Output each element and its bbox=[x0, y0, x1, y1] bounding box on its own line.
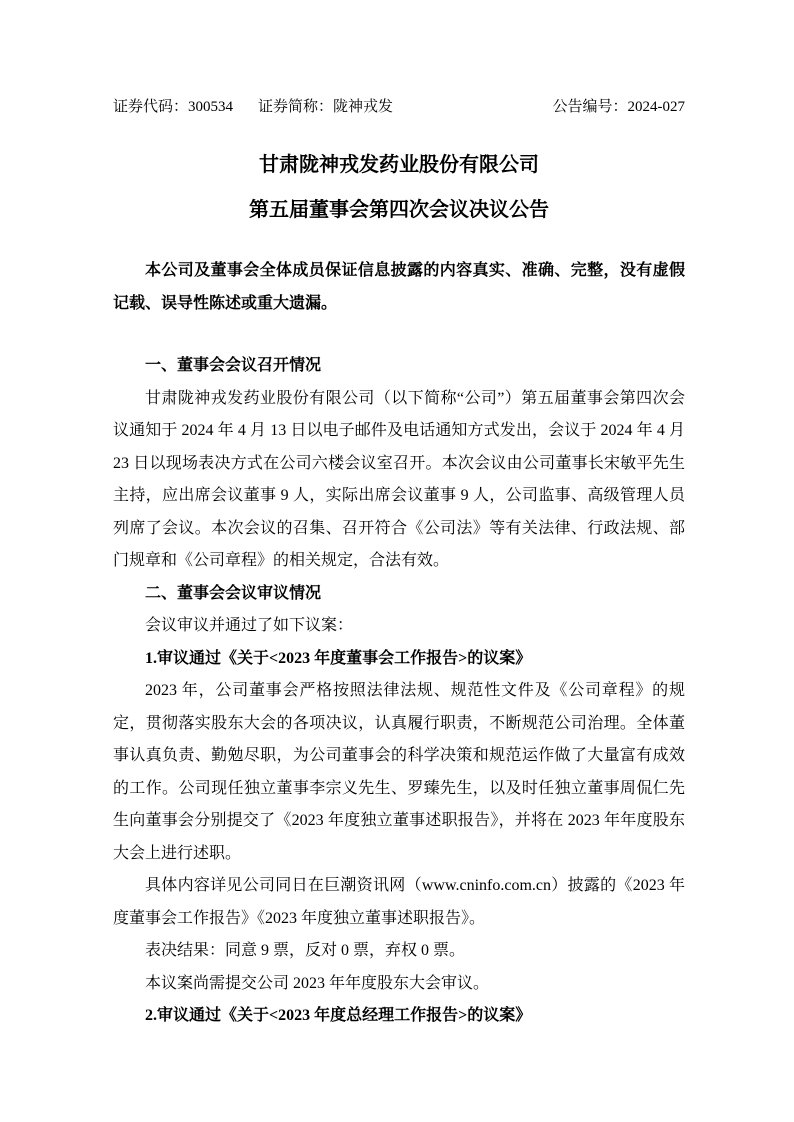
company-name: 甘肃陇神戎发药业股份有限公司 bbox=[259, 154, 539, 176]
review-intro: 会议审议并通过了如下议案： bbox=[145, 617, 354, 634]
resolution-2-title: 2.审议通过《关于<2023 年度总经理工作报告>的议案》 bbox=[145, 1007, 532, 1024]
disclaimer-statement: 本公司及董事会全体成员保证信息披露的内容真实、准确、完整，没有虚假记载、误导性陈述或重大遗漏。 bbox=[113, 262, 685, 312]
resolution-1-disclosure: 具体内容详见公司同日在巨潮资讯网（www.cninfo.com.cn）披露的《2023 年度董事会工作报告》《2023 年度独立董事述职报告》。 bbox=[113, 877, 685, 927]
section-heading-2: 二、董事会会议审议情况 bbox=[145, 584, 322, 602]
resolution-1-title: 1.审议通过《关于<2023 年度董事会工作报告>的议案》 bbox=[145, 649, 532, 667]
announcement-title: 第五届董事会第四次会议决议公告 bbox=[249, 199, 549, 221]
document-title bbox=[113, 143, 685, 233]
resolution-1-note: 本议案尚需提交公司 2023 年年度股东大会审议。 bbox=[145, 974, 490, 992]
stock-code: 证券代码：300534 bbox=[113, 99, 234, 115]
resolution-1-vote-result: 表决结果：同意 9 票，反对 0 票，弃权 0 票。 bbox=[145, 942, 466, 959]
stock-abbreviation: 证券简称：陇神戎发 bbox=[258, 99, 394, 115]
announcement-number: 公告编号：2024-027 bbox=[552, 99, 685, 115]
meeting-convening-paragraph: 甘肃陇神戎发药业股份有限公司（以下简称“公司”）第五届董事会第四次会议通知于 2024 年 4 月 13 日以电子邮件及电话通知方式发出，会议于 2024 年 4 月 23 日以现场表决方式在公司六楼会议室召开。本次会议由公司董事长宋敏平先生主持，应出席会议董事 9 人，实际出席会议董事 9 人，公司监事、高级管理人员列席了会议。本次会议的召集、召开符合《公司法》等有关法律、行政法规、部门规章和《公司章程》的相关规定，合法有效。 bbox=[113, 389, 685, 569]
section-heading-1: 一、董事会会议召开情况 bbox=[145, 357, 322, 374]
document-header bbox=[113, 97, 685, 117]
resolution-1-detail: 2023 年，公司董事会严格按照法律法规、规范性文件及《公司章程》的规定，贯彻落实股东大会的各项决议，认真履行职责，不断规范公司治理。全体董事认真负责、勤勉尽职，为公司董事会的科学决策和规范运作做了大量富有成效的工作。公司现任独立董事李宗义先生、罗臻先生，以及时任独立董事周侃仁先生向董事会分别提交了《2023 年度独立董事述职报告》，并将在 2023 年年度股东大会上进行述职。 bbox=[113, 682, 685, 862]
document-body bbox=[113, 350, 685, 1033]
